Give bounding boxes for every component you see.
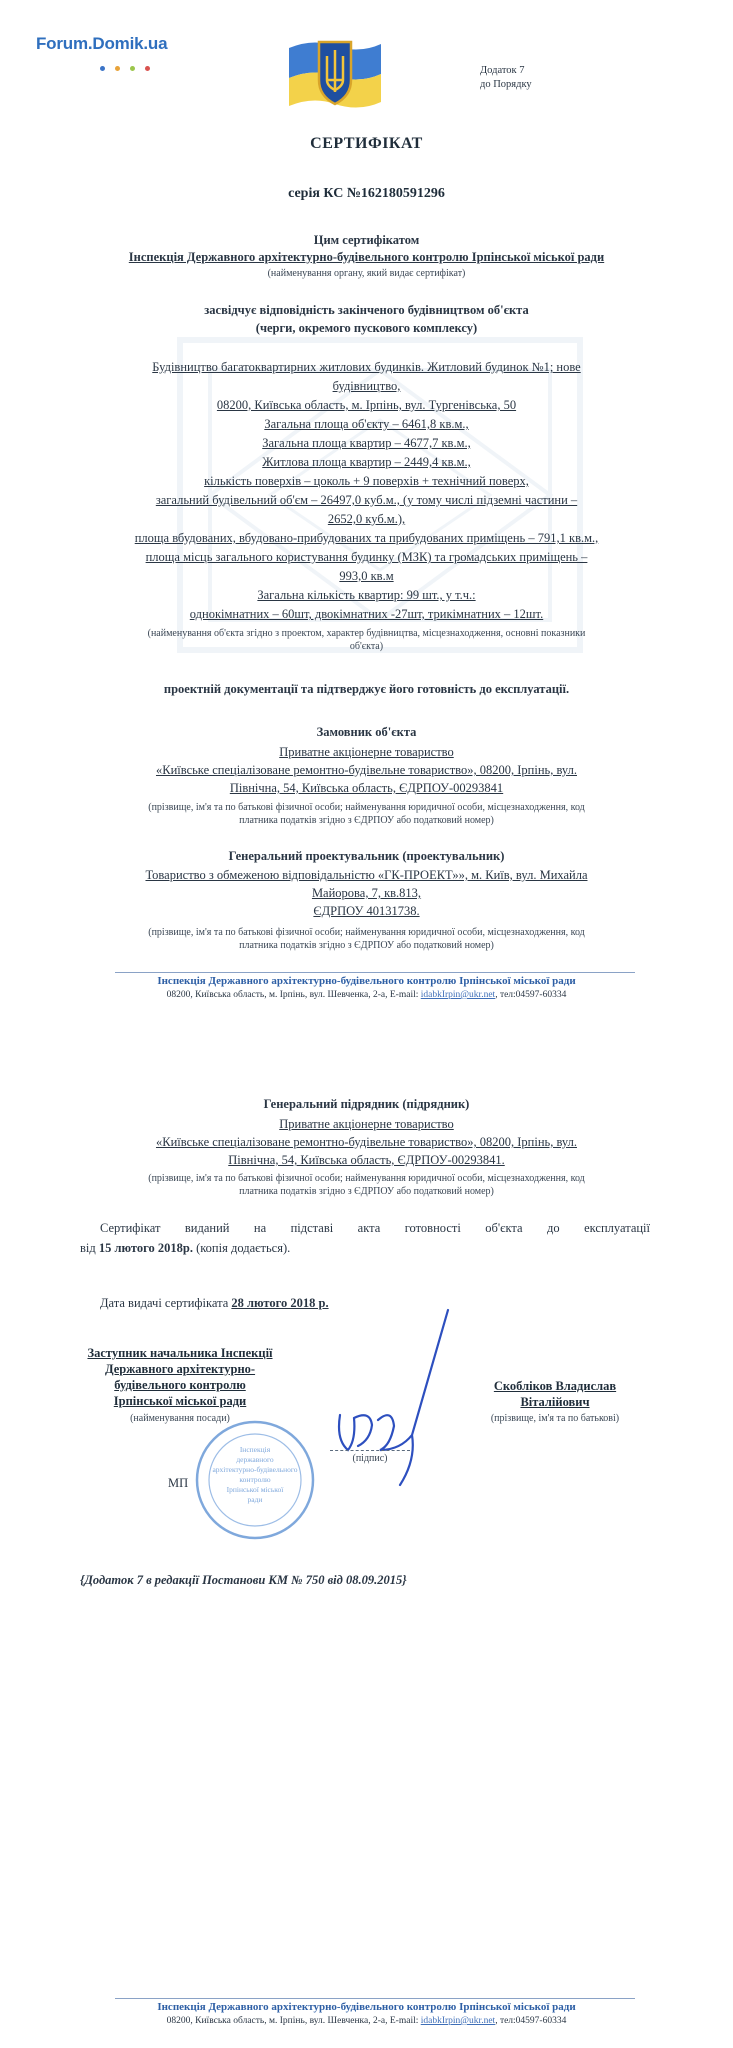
stamp-line: архітектурно-будівельного [212, 1465, 298, 1474]
contractor-note [0, 1172, 733, 1198]
logo-dot [115, 66, 120, 71]
certificate-page-1 [0, 0, 733, 1020]
issue-date: 28 лютого 2018 р. [231, 1296, 329, 1310]
object-line: будівництво, [332, 379, 401, 393]
footer-title: Інспекція Державного архітектурно-будівельного контролю Ірпінської міської ради [157, 975, 576, 987]
certificate-intro: Цим сертифікатом [313, 233, 420, 247]
issue-date-label: Дата видачі сертифіката [100, 1296, 232, 1310]
issued-basis-line-2 [80, 1240, 290, 1256]
stamp-line: ради [247, 1495, 263, 1504]
issued-basis-prefix: від [80, 1241, 99, 1255]
footer-address-text: 08200, Київська область, м. Ірпінь, вул. Шевченка, 2-а, E-mail: [166, 2016, 421, 2026]
position-line: Ірпінської міської ради [113, 1394, 247, 1408]
contractor-note-line: (прізвище, ім'я та по батькові фізичної особи; найменування юридичної особи, місцезнаходження, код [148, 1173, 585, 1184]
object-description [0, 358, 733, 624]
footer-address [0, 990, 733, 1000]
object-line: однокімнатних – 60шт, двокімнатних -27шт, трикімнатних – 12шт. [189, 607, 544, 621]
object-line: загальний будівельний об'єм – 26497,0 куб.м., (у тому числі підземні частини – [155, 493, 578, 507]
designer-line: ЄДРПОУ 40131738. [313, 904, 420, 918]
certifies-sub: (черги, окремого пускового комплексу) [255, 321, 478, 335]
designer-note [0, 926, 733, 952]
object-note [0, 627, 733, 653]
object-line: Будівництво багатоквартирних житлових будинків. Житловий будинок №1; нове [152, 360, 581, 374]
signature-note: (підпис) [352, 1453, 388, 1464]
position-line: Заступник начальника Інспекції [87, 1346, 273, 1360]
object-line: площа місць загального користування будинку (МЗК) та громадських приміщень – [145, 550, 588, 564]
customer-details [0, 743, 733, 797]
object-line: кількість поверхів – цоколь + 9 поверхів + технічний поверх, [204, 474, 529, 488]
issuer-name: Інспекція Державного архітектурно-будівельного контролю Ірпінської міської ради [128, 250, 605, 264]
customer-note [0, 801, 733, 827]
logo-dots [100, 58, 160, 64]
customer-note-line: (прізвище, ім'я та по батькові фізичної особи; найменування юридичної особи, місцезнаходження, код [148, 802, 585, 813]
designer-line: Товариство з обмеженою відповідальністю «ГК-ПРОЕКТ»», м. Київ, вул. Михайла [145, 868, 588, 882]
designer-details [0, 866, 733, 920]
act-date: 15 лютого 2018р. [98, 1241, 193, 1255]
footer-phone: , тел:04597-60334 [495, 2016, 567, 2026]
annex-line-2: до Порядку [480, 79, 532, 90]
designer-note-line: (прізвище, ім'я та по батькові фізичної особи; найменування юридичної особи, місцезнаходження, код [148, 927, 585, 938]
contractor-details [0, 1115, 733, 1169]
object-line: площа вбудованих, вбудовано-прибудованих та прибудованих приміщень – 791,1 кв.м., [134, 531, 599, 545]
footer-divider [115, 1998, 635, 1999]
customer-note-line: платника податків згідно з ЄДРПОУ або податковий номер) [239, 815, 494, 826]
issuer-note: (найменування органу, який видає сертифікат) [267, 268, 466, 279]
object-note-line: об'єкта) [349, 641, 384, 652]
customer-heading: Замовник об'єкта [316, 725, 417, 739]
contractor-heading: Генеральний підрядник (підрядник) [263, 1097, 470, 1111]
object-line: Загальна площа об'єкту – 6461,8 кв.м., [264, 417, 469, 431]
signer-line: Скобліков Владислав [493, 1379, 617, 1393]
footer-title: Інспекція Державного архітектурно-будівельного контролю Ірпінської міської ради [157, 2001, 576, 2013]
stamp-line: контролю [239, 1475, 271, 1484]
certificate-series: серія КС №162180591296 [288, 186, 445, 201]
designer-heading: Генеральний проектувальник (проектувальник) [228, 849, 505, 863]
object-line: Житлова площа квартир – 2449,4 кв.м., [262, 455, 471, 469]
object-line: 2652,0 куб.м.), [327, 512, 406, 526]
signature-line [330, 1450, 410, 1451]
designer-line: Майорова, 7, кв.813, [311, 886, 422, 900]
contractor-note-line: платника податків згідно з ЄДРПОУ або податковий номер) [239, 1186, 494, 1197]
annex-line-1: Додаток 7 [480, 65, 525, 76]
official-position [70, 1345, 290, 1409]
signer-note: (прізвище, ім'я та по батькові) [490, 1413, 620, 1424]
stamp-text [210, 1445, 300, 1505]
certificate-page-2 [0, 1020, 733, 2048]
stamp-line: Ірпінської міської [226, 1485, 284, 1494]
stamp-line: державного [236, 1455, 274, 1464]
forum-logo[interactable]: Forum.Domik.ua [36, 34, 168, 53]
certifies-line: засвідчує відповідність закінченого будівництвом об'єкта [204, 303, 529, 317]
issued-basis-line-1: Сертифікат виданий на підставі акта готовності об'єкта до експлуатації [100, 1221, 650, 1235]
position-note: (найменування посади) [130, 1413, 230, 1424]
object-line: 993,0 кв.м [339, 569, 394, 583]
signer-name [450, 1378, 660, 1410]
contractor-line: Північна, 54, Київська область, ЄДРПОУ-00293841. [228, 1153, 505, 1167]
stamp-line: Інспекція [239, 1445, 271, 1454]
coat-of-arms-icon [283, 34, 387, 114]
footer-email-link[interactable]: idabkIrpin@ukr.net [420, 2016, 496, 2026]
amendment-note: {Додаток 7 в редакції Постанови КМ № 750 від 08.09.2015} [80, 1573, 407, 1587]
signer-line: Віталійович [520, 1395, 590, 1409]
annex-note [480, 64, 532, 92]
footer-phone: , тел:04597-60334 [495, 990, 567, 1000]
object-line: Загальна площа квартир – 4677,7 кв.м., [262, 436, 471, 450]
contractor-line: Приватне акціонерне товариство [279, 1117, 454, 1131]
object-note-line: (найменування об'єкта згідно з проектом, характер будівництва, місцезнаходження, основні показники [147, 628, 586, 639]
object-line: Загальна кількість квартир: 99 шт., у т.ч.: [257, 588, 476, 602]
footer-divider [115, 972, 635, 973]
footer-email-link[interactable]: idabkIrpin@ukr.net [420, 990, 496, 1000]
issued-basis-suffix: (копія додається). [192, 1241, 291, 1255]
footer-address [0, 2016, 733, 2026]
customer-line: Приватне акціонерне товариство [279, 745, 454, 759]
logo-dot [100, 66, 105, 71]
position-line: будівельного контролю [114, 1378, 246, 1392]
customer-line: «Київське спеціалізоване ремонтно-будівельне товариство», 08200, Ірпінь, вул. [155, 763, 577, 777]
customer-line: Північна, 54, Київська область, ЄДРПОУ-00293841 [229, 781, 504, 795]
conformity-statement: проектній документації та підтверджує його готовність до експлуатації. [163, 682, 570, 696]
logo-dot [145, 66, 150, 71]
certificate-title: СЕРТИФІКАТ [310, 135, 423, 152]
footer-address-text: 08200, Київська область, м. Ірпінь, вул. Шевченка, 2-а, E-mail: [166, 990, 421, 1000]
logo-dot [130, 66, 135, 71]
stamp-label: МП [168, 1476, 189, 1490]
object-line: 08200, Київська область, м. Ірпінь, вул. Тургенівська, 50 [216, 398, 517, 412]
contractor-line: «Київське спеціалізоване ремонтно-будівельне товариство», 08200, Ірпінь, вул. [155, 1135, 577, 1149]
designer-note-line: платника податків згідно з ЄДРПОУ або податковий номер) [239, 940, 494, 951]
issue-date-line [100, 1295, 329, 1311]
position-line: Державного архітектурно- [104, 1362, 256, 1376]
